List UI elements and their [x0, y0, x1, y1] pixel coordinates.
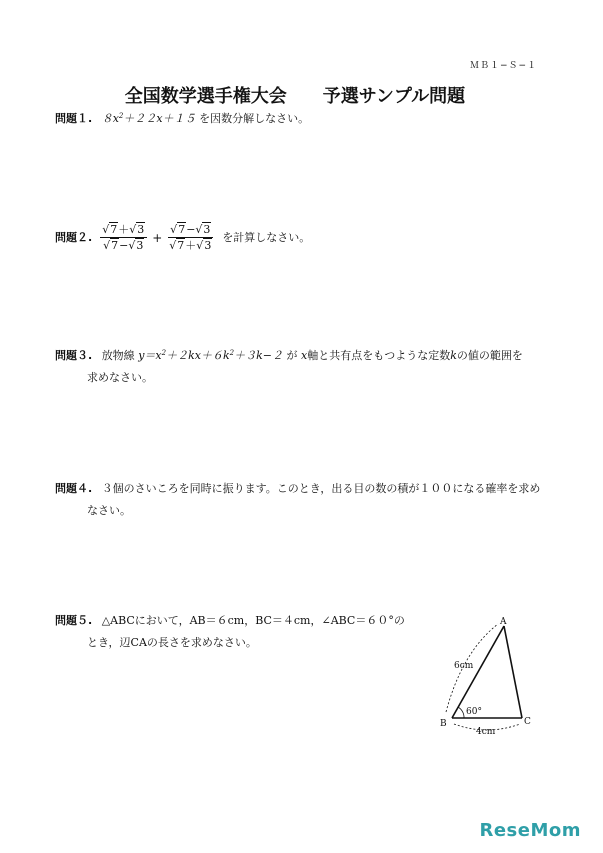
problem-3-text-d: の値の範囲を	[456, 349, 523, 362]
page-title: 全国数学選手権大会 予選サンプル問題	[124, 86, 466, 107]
problem-3-text-c: 軸と共有点をもつような定数	[307, 349, 451, 362]
side-bc-label: 4cm	[476, 727, 496, 737]
vertex-c-label: C	[524, 717, 531, 727]
frac1-den-b: 3	[136, 239, 144, 252]
vertex-b-label: B	[440, 719, 447, 729]
frac2-num-a: 7	[178, 223, 186, 236]
problem-4-line-2: なさい。	[87, 504, 131, 517]
frac1-num-a: 7	[110, 223, 118, 236]
angle-b-label: 60°	[466, 707, 482, 717]
frac2-den-a: 7	[177, 239, 185, 252]
problem-3-line-2: 求めなさい。	[87, 371, 153, 384]
side-ab-line	[452, 626, 504, 718]
problem-5	[55, 610, 405, 654]
problem-3-label: 問題３.	[55, 349, 93, 362]
problem-1-label: 問題１.	[55, 112, 93, 125]
page-code: ＭＢ１−Ｓ−１	[470, 61, 538, 71]
problem-1-expression: $8x^2+22x+15$	[101, 112, 196, 125]
problem-3	[55, 345, 523, 389]
problem-3-text-b: が	[286, 349, 298, 362]
triangle-abc-figure	[432, 612, 542, 742]
problem-1	[55, 108, 309, 130]
resemom-logo: ReseMom	[479, 820, 581, 841]
problem-5-line-1: △ABCにおいて，AB＝６cm，BC＝４cm，∠ABC＝６０°の	[101, 614, 405, 627]
fraction-2: $\frac{√7-√3}{√7+√3}$	[167, 222, 214, 253]
triangle-svg	[432, 612, 542, 742]
problem-3-var-x: x	[301, 349, 308, 362]
angle-b-arc	[458, 707, 464, 718]
problem-2-instruction: を計算しなさい。	[222, 230, 311, 244]
frac2-num-b: 3	[203, 223, 211, 236]
problem-4	[55, 478, 540, 522]
plus-sign: +	[152, 230, 163, 245]
problem-2-label: 問題２.	[55, 230, 93, 244]
problem-3-text-a: 放物線	[101, 349, 135, 362]
problem-3-expression: $y=x^2+2kx+6k^2+3k-2$	[138, 349, 283, 362]
vertex-a-label: A	[500, 617, 507, 627]
problem-5-line-2: とき，辺CAの長さを求めなさい。	[87, 636, 257, 649]
side-ab-label: 6cm	[454, 661, 474, 671]
problem-2	[55, 222, 310, 253]
problem-4-label: 問題４.	[55, 482, 93, 495]
problem-3-var-k: k	[450, 349, 457, 362]
fraction-1: $\frac{√7+√3}{√7-√3}$	[100, 222, 147, 253]
problem-4-line-1: ３個のさいころを同時に振ります。このとき，出る目の数の積が１００になる確率を求め	[101, 482, 541, 495]
side-ac-line	[504, 626, 522, 718]
frac1-den-a: 7	[111, 239, 119, 252]
problem-5-label: 問題５.	[55, 614, 93, 627]
frac2-den-b: 3	[204, 239, 212, 252]
frac1-num-b: 3	[137, 223, 145, 236]
problem-1-instruction: を因数分解しなさい。	[199, 112, 310, 125]
